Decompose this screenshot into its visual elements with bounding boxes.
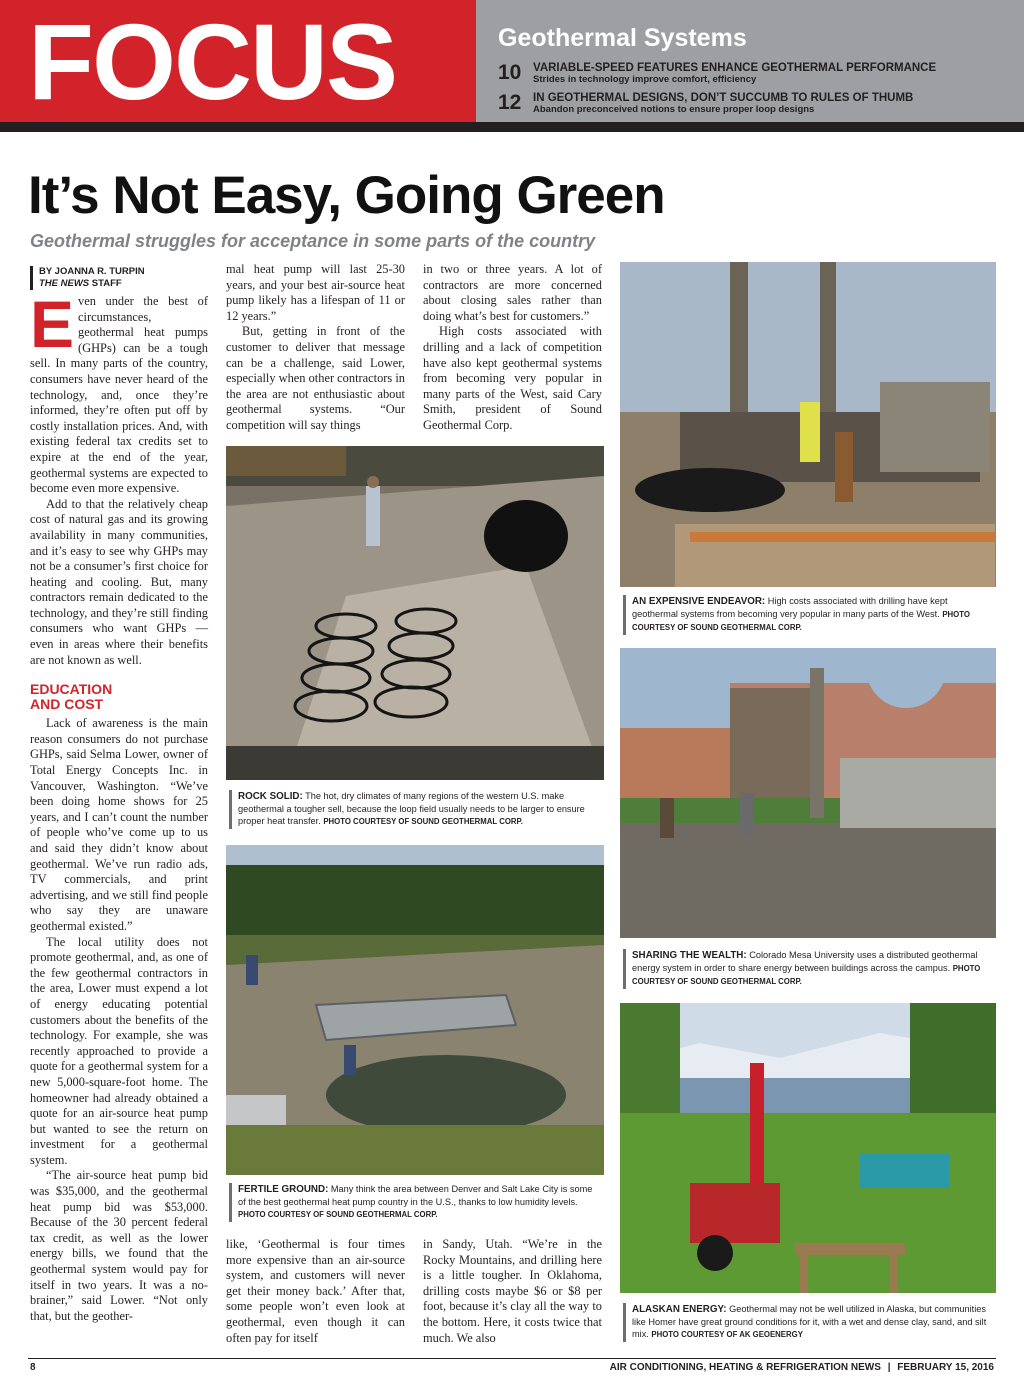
photo-fertile-ground [226, 845, 604, 1175]
caption-credit: PHOTO COURTESY OF AK GEOENERGY [651, 1330, 803, 1340]
issue-date: FEBRUARY 15, 2016 [897, 1362, 994, 1373]
byline-author: BY JOANNA R. TURPIN [39, 266, 145, 277]
paragraph: Add to that the relatively cheap cost of natural gas and its growing availability in many communities, and it’s easy to see why GHPs may not be a consumer’s first choice for heating and cooling. But, many contractors remain dedicated to the technology, and they’re still finding consumers who want GHPs — even in areas where their benefits are not known as well. [30, 496, 208, 667]
paragraph: Lack of awareness is the main reason consumers do not purchase GHPs, said Selma Lower, owner of Total Energy Concepts Inc. in Vancouver, Washington. “We’ve been doing home shows for 25 years, and I can’t count the number of people who’ve come up to us and said they didn’t know about geothermal. We’ve run radio ads, TV commercials, and print advertising, and we still find people who say they are unaware geothermal existed.” [30, 716, 208, 933]
toc-page-number: 10 [498, 61, 522, 84]
caption-text: The hot, dry climates of many regions of the western U.S. make geothermal a tougher sell, because the loop field usually needs to be larger to ensure proper heat transfer. [238, 791, 585, 827]
caption-credit: PHOTO COURTESY OF SOUND GEOTHERMAL CORP. [632, 610, 970, 633]
column-3-bottom [423, 1237, 602, 1346]
caption-title: AN EXPENSIVE ENDEAVOR: [632, 596, 766, 607]
toc-page-number: 12 [498, 91, 522, 114]
drop-cap: E [30, 287, 75, 361]
caption-rock-solid [229, 790, 598, 829]
photo-alaskan-energy [620, 1003, 996, 1293]
byline-publication: THE NEWS [39, 278, 90, 289]
section-title: Geothermal Systems [498, 24, 747, 52]
caption-credit: PHOTO COURTESY OF SOUND GEOTHERMAL CORP. [632, 964, 981, 987]
caption-text: Geothermal may not be well utilized in Alaska, but communities like Homer have great ground conditions for it, with a wet and dense clay, sand, and silt mix. [632, 1304, 987, 1340]
section-label: FOCUS [28, 1, 396, 122]
byline-staff-word: STAFF [91, 278, 122, 289]
page-number: 8 [30, 1362, 36, 1373]
caption-text: Colorado Mesa University uses a distributed geothermal energy system in order to share energy between buildings across the campus. [632, 950, 978, 974]
caption-text: High costs associated with drilling have kept geothermal systems from becoming very popular in many parts of the West. [632, 596, 948, 620]
caption-title: FERTILE GROUND: [238, 1184, 329, 1195]
caption-alaskan-energy [623, 1303, 992, 1342]
caption-fertile-ground [229, 1183, 598, 1222]
paragraph: like, ‘Geothermal is four times more expensive than an air-source system, and customers will never get their money back.’ After that, some people won’t even look at geothermal, even though it can often pay for itself [226, 1237, 405, 1345]
caption-title: ROCK SOLID: [238, 791, 303, 802]
toc-headline: VARIABLE-SPEED FEATURES ENHANCE GEOTHERMAL PERFORMANCE [533, 62, 937, 74]
caption-credit: PHOTO COURTESY OF SOUND GEOTHERMAL CORP. [238, 1210, 438, 1220]
toc-subhead: Abandon preconceived notions to ensure proper loop designs [533, 104, 815, 115]
caption-text: Many think the area between Denver and Salt Lake City is some of the best geothermal heat pump country in the U.S., thanks to low humidity levels. [238, 1184, 593, 1208]
footer-separator: | [887, 1362, 891, 1373]
footer-rule [28, 1358, 996, 1359]
subhead: EDUCATION AND COST [30, 681, 113, 713]
photo-sharing-wealth [620, 648, 996, 938]
column-2-top [226, 262, 405, 434]
toc-headline: IN GEOTHERMAL DESIGNS, DON’T SUCCUMB TO RULES OF THUMB [533, 92, 914, 104]
photo-expensive-endeavor [620, 262, 996, 587]
caption-expensive-endeavor [623, 595, 992, 635]
caption-credit: PHOTO COURTESY OF SOUND GEOTHERMAL CORP. [323, 817, 523, 827]
photo-rock-solid [226, 446, 604, 780]
paragraph: in Sandy, Utah. “We’re in the Rocky Mountains, and drilling here is a little tougher. In Oklahoma, drilling costs maybe $6 or $8 per foot, because it’s clay all the way to the bottom. Here, it costs twice that much. We also [423, 1237, 602, 1345]
paragraph: Even under the best of circumstances, geothermal heat pumps (GHPs) can be a tough sell. In many parts of the country, consumers have never heard of the technology, and, once they’re informed, they’re often put off by costly installation prices. And, with existing federal tax credits set to expire at the end of the year, geothermal systems are expected to become even more expensive. [30, 287, 208, 496]
paragraph: But, getting in front of the customer to deliver that message can be a challenge, said Lower, especially when other contractors in the area are not enthusiastic about geothermal systems. “Our competition will say things [226, 324, 405, 432]
caption-title: ALASKAN ENERGY: [632, 1304, 727, 1315]
article-deck: Geothermal struggles for acceptance in some parts of the country [30, 231, 596, 251]
column-3-top [423, 262, 602, 434]
caption-title: SHARING THE WEALTH: [632, 950, 747, 961]
paragraph: mal heat pump will last 25-30 years, and your best air-source heat pump likely has a lifespan of 11 or 12 years.” [226, 262, 405, 323]
paragraph: The local utility does not promote geothermal, and, as one of the few geothermal contractors in the area, Lower must expend a lot of energy educating potential customers about the benefits of the technology. For example, she was recently approached to provide a quote for a geothermal system for a new 5,000-square-foot home. The homeowner had already obtained a quote for an air-source heat pump but wanted to see the return on investment for a geothermal system. [30, 934, 208, 1167]
paragraph: in two or three years. A lot of contractors are more concerned about closing sales rather than doing what’s best for customers.” [423, 262, 602, 323]
toc-subhead: Strides in technology improve comfort, efficiency [533, 74, 757, 85]
header-rule [0, 122, 1024, 132]
column-2-bottom [226, 1237, 405, 1346]
footer-publication [610, 1362, 994, 1373]
publication-name: AIR CONDITIONING, HEATING & REFRIGERATION NEWS [609, 1362, 881, 1373]
paragraph: High costs associated with drilling and a lack of competition have also kept geothermal systems from becoming very popular in many parts of the West, said Cary Smith, president of Sound Geothermal Corp. [423, 324, 602, 432]
column-1 [30, 287, 208, 1324]
paragraph: “The air-source heat pump bid was $35,000, and the geothermal heat pump bid was $53,000. Because of the 30 percent federal tax credit, as well as the lower energy bills, we found that the geothermal system would pay for itself in two years. It was a no-brainer,” said Lower. “Not only that, but the geother- [30, 1168, 208, 1323]
article-headline: It’s Not Easy, Going Green [28, 166, 665, 225]
caption-sharing-wealth [623, 949, 992, 989]
